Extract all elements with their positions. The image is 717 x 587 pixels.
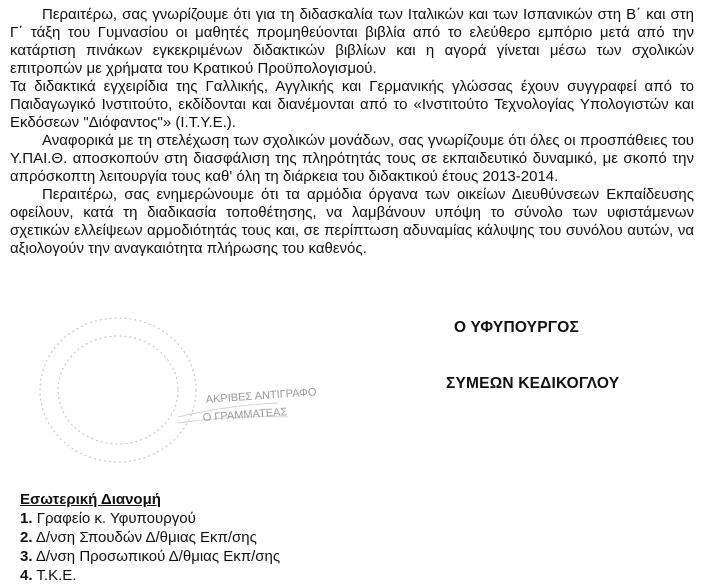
paragraph-3: Αναφορικά με τη στελέχωση των σχολικών μονάδων, σας γνωρίζουμε ότι όλες οι προσπάθειες του Υ.ΠΑΙ.Θ. αποσκοπούν στη διασφάλιση της πληρότητάς τους σε εκπαιδευτικό δυναμικό, με σκοπό την απρόσκοπτη λειτουργία τους καθ' όλη τη διάρκεια του διδακτικού έτους 2013-2014. — [10, 132, 694, 185]
item-text: Τ.Κ.Ε. — [36, 567, 77, 584]
distribution-title: Εσωτερική Διανομή — [20, 491, 161, 508]
distribution-item — [20, 509, 280, 528]
paragraph-4: Περαιτέρω, σας ενημερώνουμε ότι τα αρμόδια όργανα των οικείων Διευθύνσεων Εκπαίδευσης οφείλουν, κατά τη διαδικασία τοποθέτησης, να λαμβάνουν υπόψη το σύνολο των υφιστάμενων σχετικών ελλείψεων αρμοδιότητάς τους και, σε περίπτωση αδυναμίας κάλυψης του συνόλου αυτών, να αξιολογούν την αναγκαιότητα πλήρωσης του καθενός. — [10, 186, 694, 257]
svg-text:ΑΚΡΙΒΕΣ ΑΝΤΙΓΡΑΦΟ: ΑΚΡΙΒΕΣ ΑΝΤΙΓΡΑΦΟ — [205, 386, 317, 406]
item-number: 1. — [20, 510, 33, 527]
item-number: 3. — [20, 548, 33, 565]
distribution-list — [20, 509, 280, 585]
internal-distribution — [20, 490, 280, 585]
item-text: Δ/νση Προσωπικού Δ/θμιας Εκπ/σης — [35, 548, 281, 565]
official-stamp-seal — [28, 305, 408, 475]
item-number: 2. — [20, 529, 33, 546]
signature-name: ΣΥΜΕΩΝ ΚΕΔΙΚΟΓΛΟΥ — [446, 375, 620, 392]
item-number: 4. — [20, 567, 33, 584]
signature-title: Ο ΥΦΥΠΟΥΡΓΟΣ — [454, 319, 580, 336]
item-text: Δ/νση Σπουδών Δ/θμιας Εκπ/σης — [35, 529, 257, 546]
distribution-item — [20, 547, 280, 566]
letter-body — [10, 6, 694, 258]
svg-text:Ο ΓΡΑΜΜΑΤΕΑΣ: Ο ΓΡΑΜΜΑΤΕΑΣ — [202, 406, 288, 424]
item-text: Γραφείο κ. Υφυπουργού — [36, 510, 196, 527]
distribution-item — [20, 566, 280, 585]
distribution-item — [20, 528, 280, 547]
paragraph-1: Περαιτέρω, σας γνωρίζουμε ότι για τη διδασκαλία των Ιταλικών και των Ισπανικών στη Β΄ και στη Γ΄ τάξη του Γυμνασίου οι μαθητές προμηθεύονται βιβλία από το ελεύθερο εμπόριο μετά από την κατάρτιση πινάκων εγκεκριμένων διδακτικών βιβλίων και η αγορά γίνεται μέσω των σχολικών επιτροπών με χρήματα του Κρατικού Προϋπολογισμού. — [10, 6, 694, 77]
paragraph-2: Τα διδακτικά εγχειρίδια της Γαλλικής, Αγγλικής και Γερμανικής γλώσσας έχουν συγγραφεί από το Παιδαγωγικό Ινστιτούτο, εκδίδονται και διανέμονται από το «Ινστιτούτο Τεχνολογίας Υπολογιστών και Εκδόσεων "Διόφαντος"» (Ι.Τ.Υ.Ε.). — [10, 78, 694, 131]
